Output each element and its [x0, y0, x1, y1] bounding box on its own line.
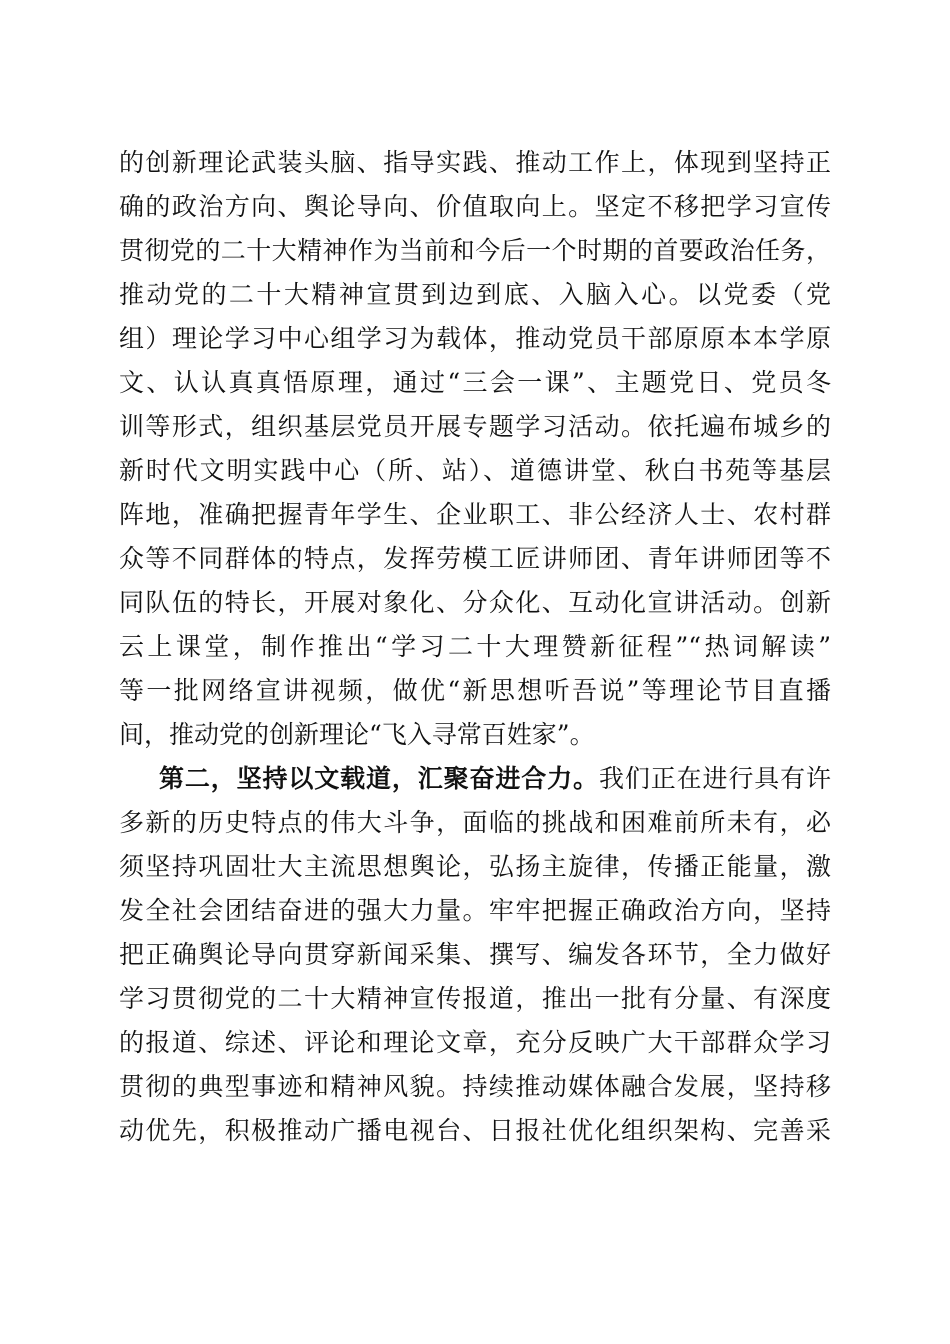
paragraph-2-first-line — [119, 757, 831, 801]
text-line: 发全社会团结奋进的强大力量。牢牢把握正确政治方向，坚持 — [119, 896, 831, 925]
text-segment: 我们正在进行具有许 — [598, 764, 831, 793]
text-line: 多新的历史特点的伟大斗争，面临的挑战和困难前所未有，必 — [119, 808, 831, 837]
text-line: 组）理论学习中心组学习为载体，推动党员干部原原本本学原 — [119, 324, 831, 353]
text-line: 把正确舆论导向贯穿新闻采集、撰写、编发各环节，全力做好 — [119, 940, 831, 969]
text-line: 训等形式，组织基层党员开展专题学习活动。依托遍布城乡的 — [119, 412, 831, 441]
text-line: 的创新理论武装头脑、指导实践、推动工作上，体现到坚持正 — [119, 148, 831, 177]
text-line: 众等不同群体的特点，发挥劳模工匠讲师团、青年讲师团等不 — [119, 544, 831, 573]
text-line: 新时代文明实践中心（所、站）、道德讲堂、秋白书苑等基层 — [119, 456, 831, 485]
text-line: 贯彻的典型事迹和精神风貌。持续推动媒体融合发展，坚持移 — [119, 1072, 831, 1101]
text-line: 学习贯彻党的二十大精神宣传报道，推出一批有分量、有深度 — [119, 984, 831, 1013]
text-line: 文、认认真真悟原理，通过“三会一课”、主题党日、党员冬 — [119, 368, 831, 397]
text-line: 阵地，准确把握青年学生、企业职工、非公经济人士、农村群 — [119, 500, 831, 529]
text-line: 等一批网络宣讲视频，做优“新思想听吾说”等理论节目直播 — [119, 676, 831, 705]
paragraph-1 — [119, 141, 831, 757]
text-line: 动优先，积极推动广播电视台、日报社优化组织架构、完善采 — [119, 1116, 831, 1145]
text-line: 推动党的二十大精神宣贯到边到底、入脑入心。以党委（党 — [119, 280, 831, 309]
text-line: 确的政治方向、舆论导向、价值取向上。坚定不移把学习宣传 — [119, 192, 831, 221]
text-line: 的报道、综述、评论和理论文章，充分反映广大干部群众学习 — [119, 1028, 831, 1057]
text-line: 贯彻党的二十大精神作为当前和今后一个时期的首要政治任务， — [119, 236, 831, 265]
text-line: 云上课堂，制作推出“学习二十大理赞新征程”“热词解读” — [119, 632, 831, 661]
text-line: 同队伍的特长，开展对象化、分众化、互动化宣讲活动。创新 — [119, 588, 831, 617]
paragraph-2 — [119, 757, 831, 1153]
text-line: 须坚持巩固壮大主流思想舆论，弘扬主旋律，传播正能量，激 — [119, 852, 831, 881]
section-lead-heading: 第二，坚持以文载道，汇聚奋进合力。 — [159, 764, 599, 793]
text-line: 间，推动党的创新理论“飞入寻常百姓家”。 — [119, 720, 595, 749]
document-body — [119, 141, 831, 1153]
